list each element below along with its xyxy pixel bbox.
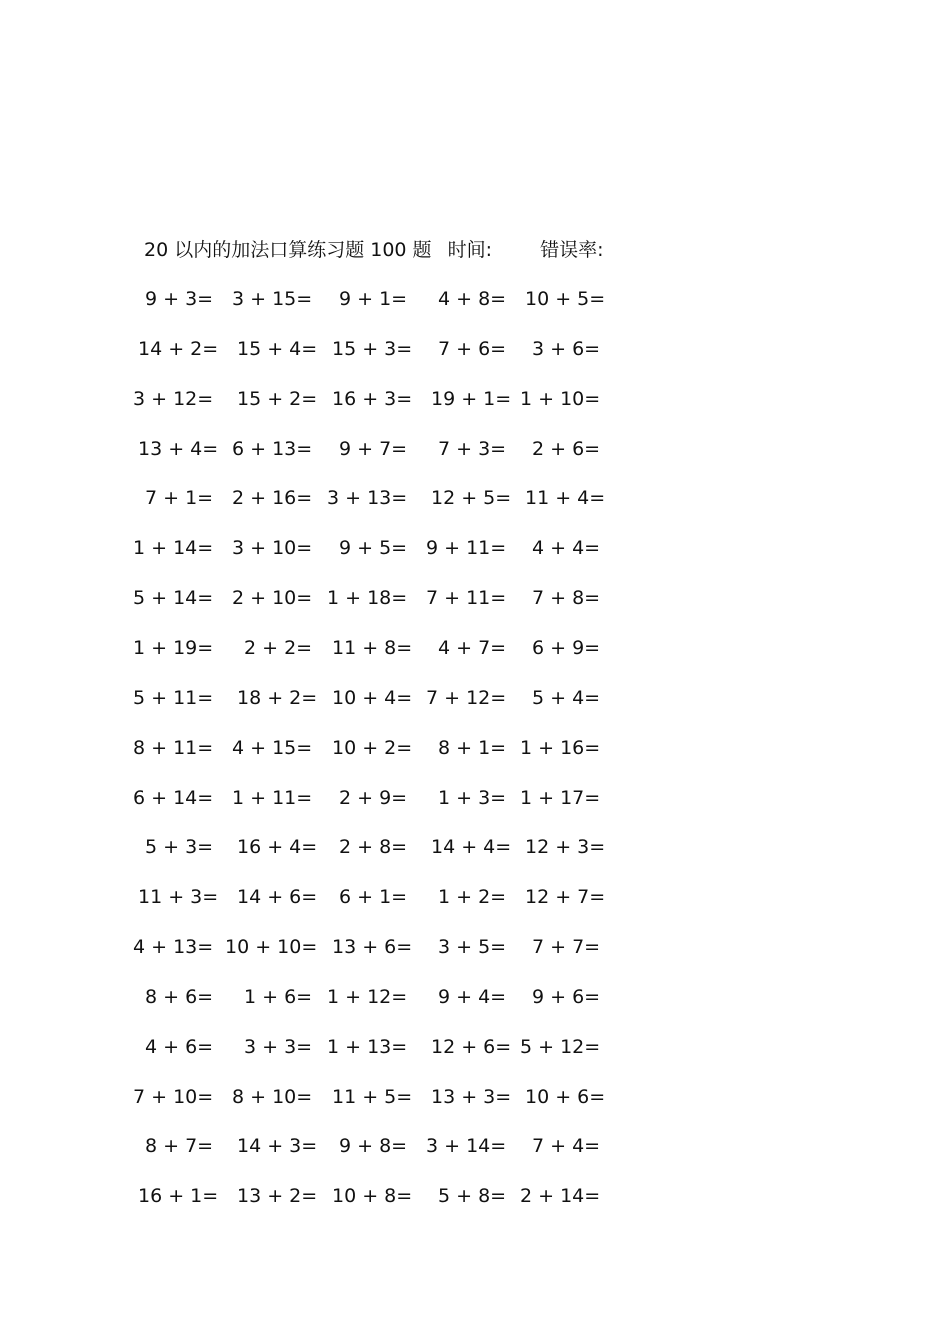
- problem-item: 2 + 10=: [232, 587, 313, 609]
- problem-item: 10 + 6=: [525, 1086, 606, 1108]
- problem-item: 9 + 5=: [339, 537, 408, 559]
- problem-item: 1 + 16=: [520, 737, 601, 759]
- problem-item: 8 + 11=: [133, 737, 214, 759]
- problem-item: 6 + 13=: [232, 438, 313, 460]
- problem-item: 7 + 3=: [438, 438, 507, 460]
- problem-item: 5 + 3=: [145, 836, 214, 858]
- problem-item: 18 + 2=: [237, 687, 318, 709]
- problem-item: 5 + 12=: [520, 1036, 601, 1058]
- problem-item: 2 + 2=: [244, 637, 313, 659]
- problem-item: 13 + 4=: [138, 438, 219, 460]
- problem-item: 9 + 3=: [145, 288, 214, 310]
- problem-item: 1 + 11=: [232, 787, 313, 809]
- problem-item: 8 + 6=: [145, 986, 214, 1008]
- problem-item: 10 + 5=: [525, 288, 606, 310]
- problem-item: 3 + 10=: [232, 537, 313, 559]
- problem-item: 3 + 5=: [438, 936, 507, 958]
- problem-item: 7 + 8=: [532, 587, 601, 609]
- problem-item: 8 + 1=: [438, 737, 507, 759]
- problem-item: 4 + 7=: [438, 637, 507, 659]
- problem-item: 1 + 13=: [327, 1036, 408, 1058]
- problem-item: 15 + 3=: [332, 338, 413, 360]
- problem-item: 9 + 1=: [339, 288, 408, 310]
- problem-item: 4 + 13=: [133, 936, 214, 958]
- problem-item: 13 + 2=: [237, 1185, 318, 1207]
- problem-item: 3 + 15=: [232, 288, 313, 310]
- problem-item: 8 + 7=: [145, 1135, 214, 1157]
- problem-item: 4 + 6=: [145, 1036, 214, 1058]
- problem-item: 4 + 15=: [232, 737, 313, 759]
- problem-item: 9 + 11=: [426, 537, 507, 559]
- time-label: 时间:: [447, 239, 493, 261]
- problem-item: 9 + 7=: [339, 438, 408, 460]
- problem-item: 2 + 9=: [339, 787, 408, 809]
- problem-item: 1 + 2=: [438, 886, 507, 908]
- problem-item: 3 + 3=: [244, 1036, 313, 1058]
- problem-item: 1 + 18=: [327, 587, 408, 609]
- problem-item: 19 + 1=: [431, 388, 512, 410]
- problem-item: 1 + 19=: [133, 637, 214, 659]
- problem-item: 5 + 14=: [133, 587, 214, 609]
- problem-item: 7 + 12=: [426, 687, 507, 709]
- problem-item: 3 + 13=: [327, 487, 408, 509]
- problem-item: 10 + 10=: [225, 936, 318, 958]
- problem-item: 7 + 4=: [532, 1135, 601, 1157]
- problem-item: 10 + 8=: [332, 1185, 413, 1207]
- problem-item: 10 + 4=: [332, 687, 413, 709]
- problem-item: 9 + 6=: [532, 986, 601, 1008]
- problem-item: 1 + 12=: [327, 986, 408, 1008]
- problem-item: 12 + 5=: [431, 487, 512, 509]
- problem-item: 5 + 8=: [438, 1185, 507, 1207]
- problem-item: 4 + 8=: [438, 288, 507, 310]
- problem-item: 7 + 10=: [133, 1086, 214, 1108]
- problem-item: 5 + 4=: [532, 687, 601, 709]
- problem-item: 15 + 4=: [237, 338, 318, 360]
- problem-item: 1 + 17=: [520, 787, 601, 809]
- problem-item: 7 + 7=: [532, 936, 601, 958]
- problem-item: 1 + 14=: [133, 537, 214, 559]
- problem-item: 14 + 3=: [237, 1135, 318, 1157]
- problem-item: 11 + 4=: [525, 487, 606, 509]
- problem-item: 9 + 8=: [339, 1135, 408, 1157]
- problem-item: 12 + 7=: [525, 886, 606, 908]
- problem-item: 4 + 4=: [532, 537, 601, 559]
- error-rate-label: 错误率:: [540, 239, 604, 261]
- problem-item: 13 + 6=: [332, 936, 413, 958]
- problem-item: 16 + 1=: [138, 1185, 219, 1207]
- problem-item: 2 + 6=: [532, 438, 601, 460]
- problem-item: 14 + 2=: [138, 338, 219, 360]
- problem-item: 3 + 6=: [532, 338, 601, 360]
- problem-item: 12 + 3=: [525, 836, 606, 858]
- problem-item: 13 + 3=: [431, 1086, 512, 1108]
- problem-item: 5 + 11=: [133, 687, 214, 709]
- problem-item: 6 + 14=: [133, 787, 214, 809]
- problem-item: 1 + 6=: [244, 986, 313, 1008]
- problem-item: 7 + 6=: [438, 338, 507, 360]
- problem-item: 11 + 3=: [138, 886, 219, 908]
- problem-item: 14 + 6=: [237, 886, 318, 908]
- problem-item: 2 + 14=: [520, 1185, 601, 1207]
- problem-item: 2 + 8=: [339, 836, 408, 858]
- problem-item: 12 + 6=: [431, 1036, 512, 1058]
- problem-item: 16 + 4=: [237, 836, 318, 858]
- problem-item: 9 + 4=: [438, 986, 507, 1008]
- problem-item: 7 + 11=: [426, 587, 507, 609]
- problem-item: 7 + 1=: [145, 487, 214, 509]
- problem-item: 11 + 8=: [332, 637, 413, 659]
- problem-item: 6 + 1=: [339, 886, 408, 908]
- problem-item: 11 + 5=: [332, 1086, 413, 1108]
- problem-item: 1 + 3=: [438, 787, 507, 809]
- problem-item: 8 + 10=: [232, 1086, 313, 1108]
- problem-item: 2 + 16=: [232, 487, 313, 509]
- worksheet-title: 20 以内的加法口算练习题 100 题: [144, 239, 432, 261]
- problem-item: 16 + 3=: [332, 388, 413, 410]
- problem-item: 3 + 12=: [133, 388, 214, 410]
- problem-item: 10 + 2=: [332, 737, 413, 759]
- problem-item: 14 + 4=: [431, 836, 512, 858]
- problem-item: 1 + 10=: [520, 388, 601, 410]
- problem-item: 6 + 9=: [532, 637, 601, 659]
- problem-item: 3 + 14=: [426, 1135, 507, 1157]
- problem-item: 15 + 2=: [237, 388, 318, 410]
